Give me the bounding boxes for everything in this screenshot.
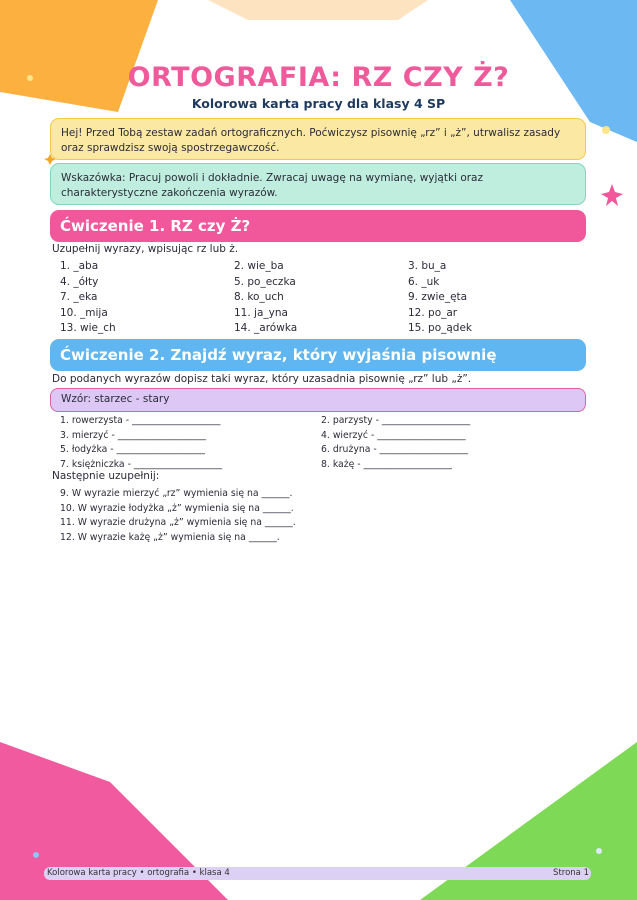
exercise-item: 1. _aba [60,260,99,272]
exercise-item: 5. łodyżka - ___________________ [60,444,205,455]
page-footer [44,867,591,880]
exercise-item: 7. księżniczka - ___________________ [60,458,223,470]
exercise-item: 12. po_ar [408,306,458,319]
exercise-item: 8. ko_uch [234,291,284,303]
sentence-item: 12. W wyrazie każę „ż” wymienia się na ______. [60,531,280,543]
exercise-item: 3. bu_a [408,260,447,272]
exercise-item: 2. parzysty - ___________________ [321,415,471,426]
page-title: ORTOGRAFIA: RZ CZY Ż? [127,62,510,93]
exercise-1-instruction: Uzupełnij wyrazy, wpisując rz lub ż. [52,243,239,255]
page-number: Strona 1 [553,868,589,878]
exercise-item: 1. rowerzysta - ___________________ [60,415,221,426]
exercise-item: 3. mierzyć - ___________________ [60,429,207,441]
exercise-item: 10. _mija [60,306,108,319]
exercise-1-items [60,260,530,336]
exercise-item: 4. wierzyć - ___________________ [321,429,466,441]
exercise-item: 6. drużyna - ___________________ [321,444,468,455]
exercise-item: 4. _ółty [60,275,99,288]
exercise-item: 11. ja_yna [234,306,288,319]
sentence-item: 10. W wyrazie łodyżka „ż” wymienia się na ______. [60,502,294,514]
intro-box: Hej! Przed Tobą zestaw zadań ortograficznych. Poćwiczysz pisownię „rz” i „ż”, utrwalisz zasady oraz sprawdzisz swoją spostrzegawczość. [50,118,586,160]
exercise-item: 7. _eka [60,291,98,303]
exercise-2-instruction: Do podanych wyrazów dopisz taki wyraz, który uzasadnia pisownię „rz” lub „ż”. [52,373,472,385]
sentence-item: 9. W wyrazie mierzyć „rz” wymienia się na ______. [60,488,293,499]
exercise-item: 15. po_ądek [408,322,473,334]
example-box: Wzór: starzec - stary [50,388,586,412]
exercise-item: 13. wie_ch [60,322,116,334]
page-subtitle: Kolorowa karta pracy dla klasy 4 SP [191,96,446,111]
followup-instruction: Następnie uzupełnij: [52,470,160,482]
exercise-1-heading: Ćwiczenie 1. RZ czy Ż? [50,210,586,242]
exercise-2-heading: Ćwiczenie 2. Znajdź wyraz, który wyjaśnia pisownię [50,339,586,371]
exercise-item: 2. wie_ba [234,260,284,272]
exercise-item: 8. każę - ___________________ [321,458,452,470]
tip-box: Wskazówka: Pracuj powoli i dokładnie. Zwracaj uwagę na wymianę, wyjątki oraz charakterystyczne zakończenia wyrazów. [50,163,586,205]
exercise-item: 14. _arówka [234,322,298,334]
footer-label: Kolorowa karta pracy • ortografia • klasa 4 [47,868,230,878]
exercise-item: 6. _uk [408,275,440,288]
exercise-2-items [60,414,520,471]
sentence-item: 11. W wyrazie drużyna „ż” wymienia się na ______. [60,517,296,528]
exercise-item: 9. zwie_ęta [408,291,468,303]
exercise-item: 5. po_eczka [234,275,296,288]
sentence-list [60,487,296,545]
